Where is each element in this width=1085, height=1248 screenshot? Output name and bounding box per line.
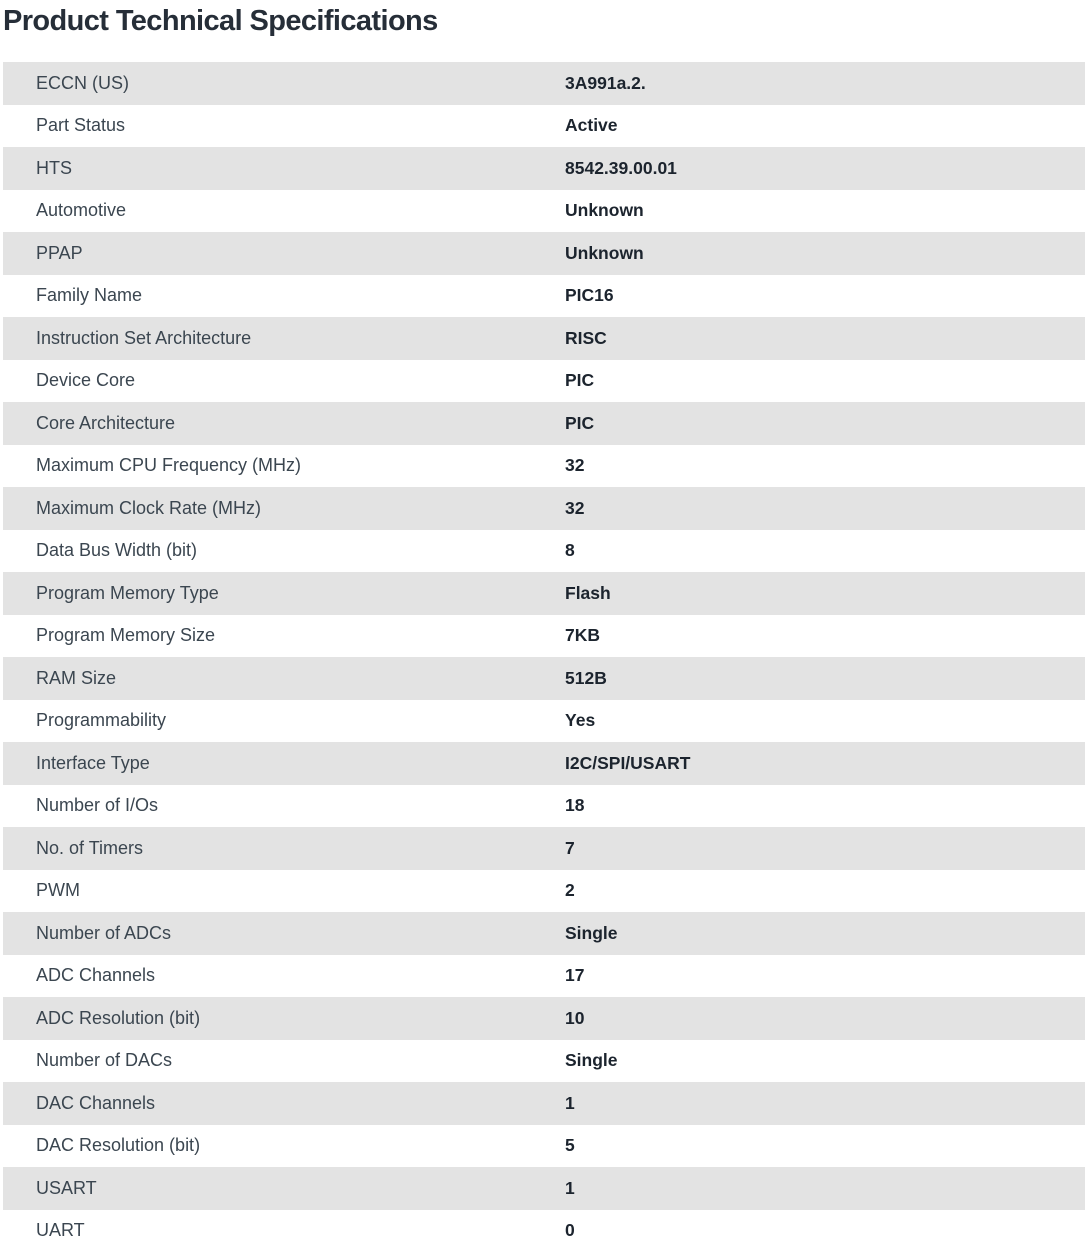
spec-row [3, 955, 1085, 998]
spec-value: Yes [565, 710, 596, 731]
spec-value: 10 [565, 1007, 585, 1028]
spec-value: 0 [565, 1220, 575, 1241]
spec-label: RAM Size [36, 667, 117, 688]
spec-label: Program Memory Type [36, 582, 219, 603]
spec-row [3, 742, 1085, 785]
spec-label: HTS [36, 157, 72, 178]
spec-value: Single [565, 1050, 618, 1071]
spec-row [3, 870, 1085, 913]
specs-table [3, 62, 1085, 1248]
spec-row [3, 1125, 1085, 1168]
spec-label: Maximum Clock Rate (MHz) [36, 497, 262, 518]
spec-label: No. of Timers [36, 837, 144, 858]
spec-label: ECCN (US) [36, 72, 129, 93]
spec-row [3, 657, 1085, 700]
spec-row [3, 700, 1085, 743]
spec-label: Number of ADCs [36, 922, 172, 943]
spec-value: 32 [565, 497, 585, 518]
spec-value: 2 [565, 880, 575, 901]
spec-row [3, 317, 1085, 360]
spec-label: Programmability [36, 710, 167, 731]
spec-value: Single [565, 922, 618, 943]
spec-value: Flash [565, 582, 611, 603]
spec-row [3, 615, 1085, 658]
spec-value: Unknown [565, 242, 644, 263]
spec-row [3, 1082, 1085, 1125]
page-title: Product Technical Specifications [3, 5, 438, 37]
spec-row [3, 190, 1085, 233]
spec-row [3, 827, 1085, 870]
spec-value: 5 [565, 1135, 575, 1156]
spec-row [3, 912, 1085, 955]
spec-label: Program Memory Size [36, 625, 216, 646]
spec-value: 7 [565, 837, 575, 858]
spec-label: Device Core [36, 370, 136, 391]
spec-label: Data Bus Width (bit) [36, 540, 198, 561]
spec-label: ADC Channels [36, 965, 156, 986]
spec-value: 32 [565, 455, 585, 476]
spec-label: Automotive [36, 200, 127, 221]
spec-value: 7KB [565, 625, 601, 646]
spec-value: 512B [565, 667, 607, 688]
spec-row [3, 232, 1085, 275]
spec-row [3, 1040, 1085, 1083]
spec-label: DAC Resolution (bit) [36, 1135, 201, 1156]
spec-row [3, 997, 1085, 1040]
spec-row [3, 572, 1085, 615]
spec-value: PIC16 [565, 285, 614, 306]
spec-value: I2C/SPI/USART [565, 752, 691, 773]
spec-label: PPAP [36, 242, 83, 263]
spec-label: Part Status [36, 115, 126, 136]
spec-label: Maximum CPU Frequency (MHz) [36, 455, 302, 476]
spec-label: UART [36, 1220, 85, 1241]
spec-label: Number of I/Os [36, 795, 159, 816]
spec-value: 8542.39.00.01 [565, 157, 677, 178]
spec-value: 1 [565, 1177, 575, 1198]
spec-label: DAC Channels [36, 1092, 156, 1113]
spec-value: PIC [565, 370, 595, 391]
spec-value: 18 [565, 795, 585, 816]
spec-value: 17 [565, 965, 585, 986]
spec-value: 1 [565, 1092, 575, 1113]
spec-row [3, 275, 1085, 318]
spec-row [3, 487, 1085, 530]
spec-label: Number of DACs [36, 1050, 173, 1071]
spec-label: PWM [36, 880, 80, 901]
spec-row [3, 147, 1085, 190]
spec-label: Family Name [36, 285, 143, 306]
spec-value: 8 [565, 540, 575, 561]
spec-row [3, 1167, 1085, 1210]
spec-value: PIC [565, 412, 595, 433]
spec-row [3, 360, 1085, 403]
spec-label: Core Architecture [36, 412, 176, 433]
spec-value: 3A991a.2. [565, 72, 646, 93]
spec-value: Unknown [565, 200, 644, 221]
spec-row [3, 402, 1085, 445]
spec-row [3, 62, 1085, 105]
spec-row [3, 445, 1085, 488]
spec-row [3, 785, 1085, 828]
spec-label: USART [36, 1177, 97, 1198]
spec-label: Instruction Set Architecture [36, 327, 252, 348]
spec-row [3, 105, 1085, 148]
spec-label: ADC Resolution (bit) [36, 1007, 201, 1028]
spec-row [3, 1210, 1085, 1248]
spec-label: Interface Type [36, 752, 150, 773]
spec-row [3, 530, 1085, 573]
spec-value: Active [565, 115, 618, 136]
spec-value: RISC [565, 327, 607, 348]
